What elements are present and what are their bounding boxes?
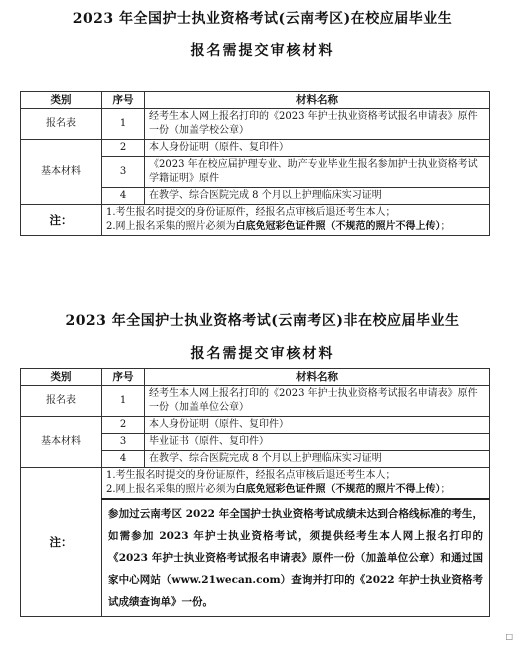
row-name: 毕业证书（原件、复印件） xyxy=(145,434,490,451)
note-content xyxy=(102,205,490,236)
row-name: 本人身份证明（原件、复印件） xyxy=(145,417,490,434)
row-number: 3 xyxy=(102,157,145,188)
header-name: 材料名称 xyxy=(145,369,490,386)
note-content xyxy=(102,468,490,500)
note-extra: 参加过云南考区 2022 年全国护士执业资格考试成绩未达到合格线标准的考生，如需参加 2023 年护士执业资格考试，须提供经考生本人网上报名打印的《2023 年护士执业资格考试报名申请表》原件一份（加盖单位公章）和通过国家中心网站（www.21wecan.com）查询并打印的《2022 年护士执业资格考试成绩查询单》一份。 xyxy=(102,499,490,617)
row-category: 基本材料 xyxy=(21,140,102,205)
note-line2 xyxy=(106,220,485,234)
note-line2-prefix: 2.网上报名采集的照片必须为 xyxy=(106,221,236,232)
note-row xyxy=(21,205,490,236)
row-name: 在教学、综合医院完成 8 个月以上护理临床实习证明 xyxy=(145,188,490,205)
section1-title-line1: 2023 年全国护士执业资格考试(云南考区)在校应届毕业生 xyxy=(72,11,453,27)
row-number: 2 xyxy=(102,140,145,157)
note-row xyxy=(21,468,490,500)
row-name: 本人身份证明（原件、复印件） xyxy=(145,140,490,157)
table-row xyxy=(21,109,490,140)
table-row xyxy=(21,140,490,157)
note-line1: 1.考生报名时提交的身份证原件，经报名点审核后退还考生本人； xyxy=(106,470,396,481)
row-name: 《2023 年在校应届护理专业、助产专业毕业生报名参加护士执业资格考试学籍证明》原件 xyxy=(145,157,490,188)
note-label: 注： xyxy=(21,205,102,236)
header-category: 类别 xyxy=(21,369,102,386)
note-label: 注： xyxy=(21,468,102,617)
note-line2-bold: 白底免冠彩色证件照（不规范的照片不得上传） xyxy=(235,221,441,232)
row-number: 3 xyxy=(102,434,145,451)
row-number: 1 xyxy=(102,386,145,417)
section2-title-line1: 2023 年全国护士执业资格考试(云南考区)非在校应届毕业生 xyxy=(65,313,460,329)
row-name: 在教学、综合医院完成 8 个月以上护理临床实习证明 xyxy=(145,451,490,468)
note-line2-suffix: ； xyxy=(440,484,451,495)
row-number: 1 xyxy=(102,109,145,140)
note-line2-prefix: 2.网上报名采集的照片必须为 xyxy=(106,484,236,495)
section2-table xyxy=(20,368,490,617)
section1-title-line2: 报名需提交审核材料 xyxy=(190,43,335,59)
header-category: 类别 xyxy=(21,92,102,109)
row-category: 报名表 xyxy=(21,386,102,417)
row-number: 4 xyxy=(102,451,145,468)
section1-table xyxy=(20,91,490,236)
row-category: 基本材料 xyxy=(21,417,102,468)
section2-title-line2: 报名需提交审核材料 xyxy=(190,346,335,362)
row-name: 经考生本人网上报名打印的《2023 年护士执业资格考试报名申请表》原件一份（加盖学校公章） xyxy=(145,109,490,140)
header-number: 序号 xyxy=(102,92,145,109)
header-number: 序号 xyxy=(102,369,145,386)
table-row xyxy=(21,386,490,417)
note-line2-bold: 白底免冠彩色证件照（不规范的照片不得上传） xyxy=(235,484,441,495)
row-name: 经考生本人网上报名打印的《2023 年护士执业资格考试报名申请表》原件一份（加盖单位公章） xyxy=(145,386,490,417)
corner-mark: □ xyxy=(505,632,513,641)
note-line2 xyxy=(106,483,485,497)
table-row xyxy=(21,417,490,434)
row-category: 报名表 xyxy=(21,109,102,140)
note-line2-suffix: ； xyxy=(440,221,451,232)
row-number: 4 xyxy=(102,188,145,205)
note-line1: 1.考生报名时提交的身份证原件，经报名点审核后退还考生本人； xyxy=(106,207,396,218)
row-number: 2 xyxy=(102,417,145,434)
header-name: 材料名称 xyxy=(145,92,490,109)
